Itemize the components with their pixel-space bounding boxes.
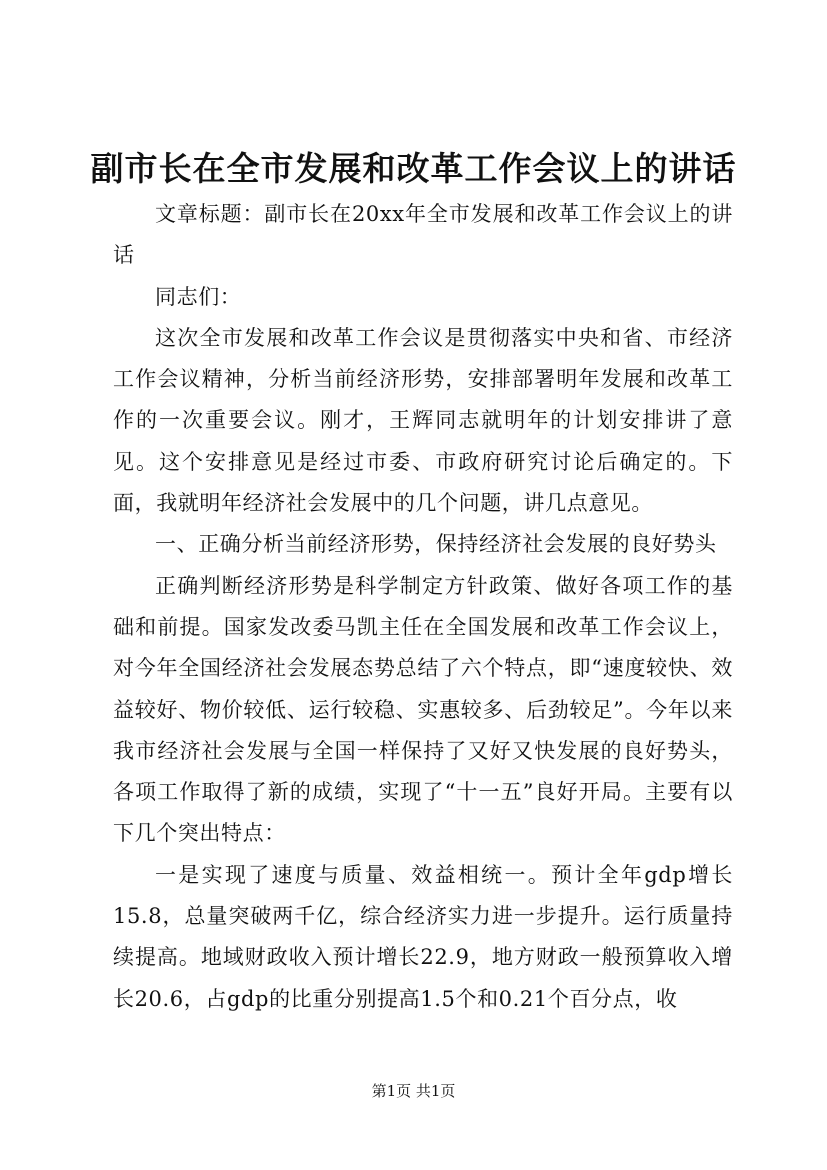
section-heading-1: 一、正确分析当前经济形势，保持经济社会发展的良好势头 bbox=[155, 532, 717, 557]
document-title: 副市长在全市发展和改革工作会议上的讲话 bbox=[90, 149, 737, 188]
page-footer: 第1页 共1页 bbox=[371, 1082, 456, 1100]
salutation-paragraph: 同志们： bbox=[155, 284, 242, 309]
document-body bbox=[113, 194, 733, 1020]
body-paragraph: 一是实现了速度与质量、效益相统一。预计全年gdp增长15.8，总量突破两千亿，综合经济实力进一步提升。运行质量持续提高。地域财政收入预计增长22.9，地方财政一般预算收入增长20.6，占gdp的比重分别提高1.5个和0.21个百分点，收 bbox=[113, 862, 733, 1011]
intro-paragraph: 这次全市发展和改革工作会议是贯彻落实中央和省、市经济工作会议精神，分析当前经济形势，安排部署明年发展和改革工作的一次重要会议。刚才，王辉同志就明年的计划安排讲了意见。这个安排意见是经过市委、市政府研究讨论后确定的。下面，我就明年经济社会发展中的几个问题，讲几点意见。 bbox=[113, 325, 733, 516]
body-paragraph: 正确判断经济形势是科学制定方针政策、做好各项工作的基础和前提。国家发改委马凯主任在全国发展和改革工作会议上，对今年全国经济社会发展态势总结了六个特点，即“速度较快、效益较好、物价较低、运行较稳、实惠较多、后劲较足”。今年以来我市经济社会发展与全国一样保持了又好又快发展的良好势头，各项工作取得了新的成绩，实现了“十一五”良好开局。主要有以下几个突出特点： bbox=[113, 573, 733, 846]
article-title-paragraph: 文章标题：副市长在20xx年全市发展和改革工作会议上的讲话 bbox=[113, 202, 733, 268]
